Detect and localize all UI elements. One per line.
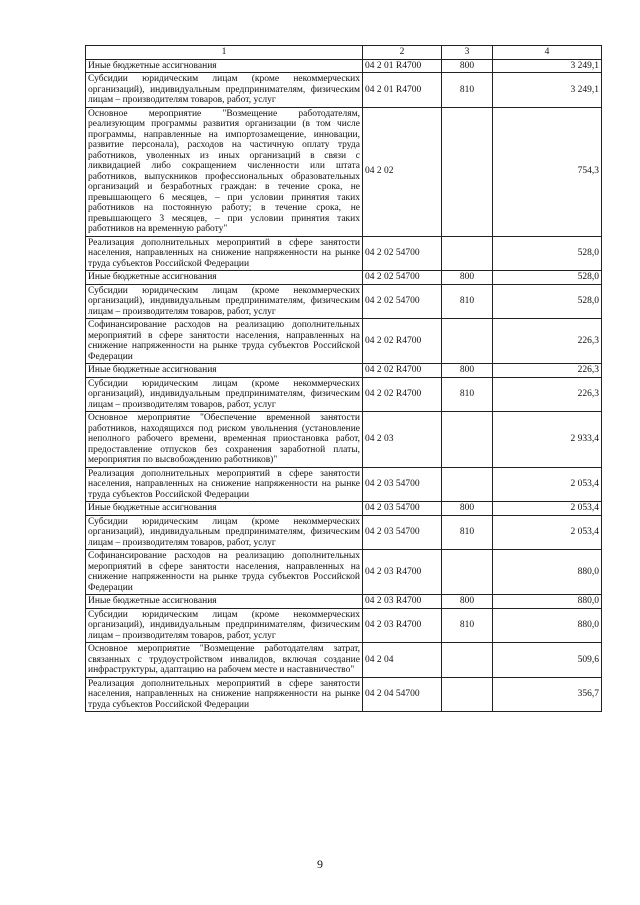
cell-code: 04 2 03 54700 (363, 467, 442, 502)
table-row (86, 502, 602, 516)
cell-vr: 800 (442, 364, 493, 378)
table-row (86, 643, 602, 678)
cell-code: 04 2 03 54700 (363, 515, 442, 550)
cell-sum: 3 249,1 (493, 73, 602, 108)
cell-sum: 226,3 (493, 377, 602, 412)
table-header-row (86, 46, 602, 60)
table-row (86, 412, 602, 468)
cell-vr (442, 467, 493, 502)
cell-code: 04 2 03 R4700 (363, 595, 442, 609)
page-number: 9 (317, 857, 323, 871)
cell-vr: 810 (442, 515, 493, 550)
cell-code: 04 2 03 R4700 (363, 550, 442, 595)
table-row (86, 377, 602, 412)
cell-code: 04 2 01 R4700 (363, 59, 442, 73)
table-row (86, 236, 602, 271)
cell-code: 04 2 02 (363, 107, 442, 236)
cell-sum: 2 053,4 (493, 467, 602, 502)
cell-name: Субсидии юридическим лицам (кроме некоммерческих организаций), индивидуальным предпринимателям, физическим лицам – производителям товаров, работ, услуг (86, 73, 363, 108)
cell-sum: 2 053,4 (493, 502, 602, 516)
cell-name: Реализация дополнительных мероприятий в сфере занятости населения, направленных на снижение напряженности на рынке труда субъектов Российской Федерации (86, 677, 363, 712)
cell-sum: 3 249,1 (493, 59, 602, 73)
cell-sum: 880,0 (493, 550, 602, 595)
table-row (86, 467, 602, 502)
cell-sum: 880,0 (493, 608, 602, 643)
cell-vr (442, 319, 493, 364)
cell-vr: 800 (442, 502, 493, 516)
cell-code: 04 2 04 (363, 643, 442, 678)
cell-code: 04 2 02 54700 (363, 271, 442, 285)
cell-vr: 810 (442, 608, 493, 643)
table-row (86, 677, 602, 712)
cell-vr: 810 (442, 284, 493, 319)
cell-name: Основное мероприятие "Возмещение работодателям, реализующим программы развития организации (в том числе программы, направленные на импортозамещение, инновации, развитие персонала), расходов на частичную оплату труда работников, уволенных из иных организаций в связи с ликвидацией либо сокращением численности или штата работников, выпускников профессиональных образовательных организаций и безработных граждан: в течение срока, не превышающего 6 месяцев, – при условии принятия таких работников на постоянную работу; в течение срока, не превышающего 3 месяцев, – при условии принятия таких работников на временную работу" (86, 107, 363, 236)
cell-sum: 509,6 (493, 643, 602, 678)
header-col-2: 2 (363, 46, 442, 60)
cell-vr: 800 (442, 595, 493, 609)
cell-name: Реализация дополнительных мероприятий в сфере занятости населения, направленных на снижение напряженности на рынке труда субъектов Российской Федерации (86, 467, 363, 502)
cell-vr (442, 550, 493, 595)
cell-code: 04 2 02 R4700 (363, 319, 442, 364)
cell-name: Субсидии юридическим лицам (кроме некоммерческих организаций), индивидуальным предпринимателям, физическим лицам – производителям товаров, работ, услуг (86, 608, 363, 643)
cell-code: 04 2 03 54700 (363, 502, 442, 516)
cell-vr (442, 643, 493, 678)
cell-name: Иные бюджетные ассигнования (86, 364, 363, 378)
table-row (86, 319, 602, 364)
cell-name: Софинансирование расходов на реализацию дополнительных мероприятий в сфере занятости населения, направленных на снижение напряженности на рынке труда субъектов Российской Федерации (86, 550, 363, 595)
cell-sum: 528,0 (493, 271, 602, 285)
cell-vr (442, 236, 493, 271)
cell-code: 04 2 02 54700 (363, 236, 442, 271)
cell-sum: 226,3 (493, 319, 602, 364)
table-row (86, 271, 602, 285)
cell-sum: 226,3 (493, 364, 602, 378)
cell-name: Иные бюджетные ассигнования (86, 502, 363, 516)
cell-vr: 810 (442, 377, 493, 412)
table-row (86, 73, 602, 108)
cell-code: 04 2 01 R4700 (363, 73, 442, 108)
cell-name: Иные бюджетные ассигнования (86, 59, 363, 73)
cell-code: 04 2 03 R4700 (363, 608, 442, 643)
cell-vr: 800 (442, 271, 493, 285)
cell-sum: 2 053,4 (493, 515, 602, 550)
cell-sum: 2 933,4 (493, 412, 602, 468)
cell-name: Основное мероприятие "Возмещение работодателям затрат, связанных с трудоустройством инвалидов, включая создание инфраструктуры, адаптацию на рабочем месте и наставничество" (86, 643, 363, 678)
table-row (86, 550, 602, 595)
cell-vr (442, 412, 493, 468)
table-row (86, 608, 602, 643)
cell-sum: 754,3 (493, 107, 602, 236)
cell-name: Иные бюджетные ассигнования (86, 271, 363, 285)
table-row (86, 284, 602, 319)
cell-code: 04 2 03 (363, 412, 442, 468)
cell-vr (442, 107, 493, 236)
cell-code: 04 2 02 R4700 (363, 364, 442, 378)
cell-vr: 810 (442, 73, 493, 108)
cell-name: Субсидии юридическим лицам (кроме некоммерческих организаций), индивидуальным предпринимателям, физическим лицам – производителям товаров, работ, услуг (86, 515, 363, 550)
table-row (86, 595, 602, 609)
header-col-1: 1 (86, 46, 363, 60)
header-col-3: 3 (442, 46, 493, 60)
cell-name: Софинансирование расходов на реализацию дополнительных мероприятий в сфере занятости населения, направленных на снижение напряженности на рынке труда субъектов Российской Федерации (86, 319, 363, 364)
cell-sum: 528,0 (493, 284, 602, 319)
cell-name: Реализация дополнительных мероприятий в сфере занятости населения, направленных на снижение напряженности на рынке труда субъектов Российской Федерации (86, 236, 363, 271)
cell-sum: 880,0 (493, 595, 602, 609)
cell-sum: 356,7 (493, 677, 602, 712)
cell-vr (442, 677, 493, 712)
table-row (86, 515, 602, 550)
cell-name: Основное мероприятие "Обеспечение временной занятости работников, находящихся под риском увольнения (установление неполного рабочего времени, временная приостановка работ, предоставление отпусков без сохранения заработной платы, мероприятия по высвобождению работников)" (86, 412, 363, 468)
cell-code: 04 2 04 54700 (363, 677, 442, 712)
cell-name: Иные бюджетные ассигнования (86, 595, 363, 609)
cell-code: 04 2 02 R4700 (363, 377, 442, 412)
budget-table (85, 45, 602, 712)
table-row (86, 364, 602, 378)
cell-code: 04 2 02 54700 (363, 284, 442, 319)
table-row (86, 59, 602, 73)
header-col-4: 4 (493, 46, 602, 60)
cell-vr: 800 (442, 59, 493, 73)
table-body (86, 59, 602, 712)
cell-name: Субсидии юридическим лицам (кроме некоммерческих организаций), индивидуальным предпринимателям, физическим лицам – производителям товаров, работ, услуг (86, 377, 363, 412)
table-row (86, 107, 602, 236)
cell-name: Субсидии юридическим лицам (кроме некоммерческих организаций), индивидуальным предпринимателям, физическим лицам – производителям товаров, работ, услуг (86, 284, 363, 319)
cell-sum: 528,0 (493, 236, 602, 271)
